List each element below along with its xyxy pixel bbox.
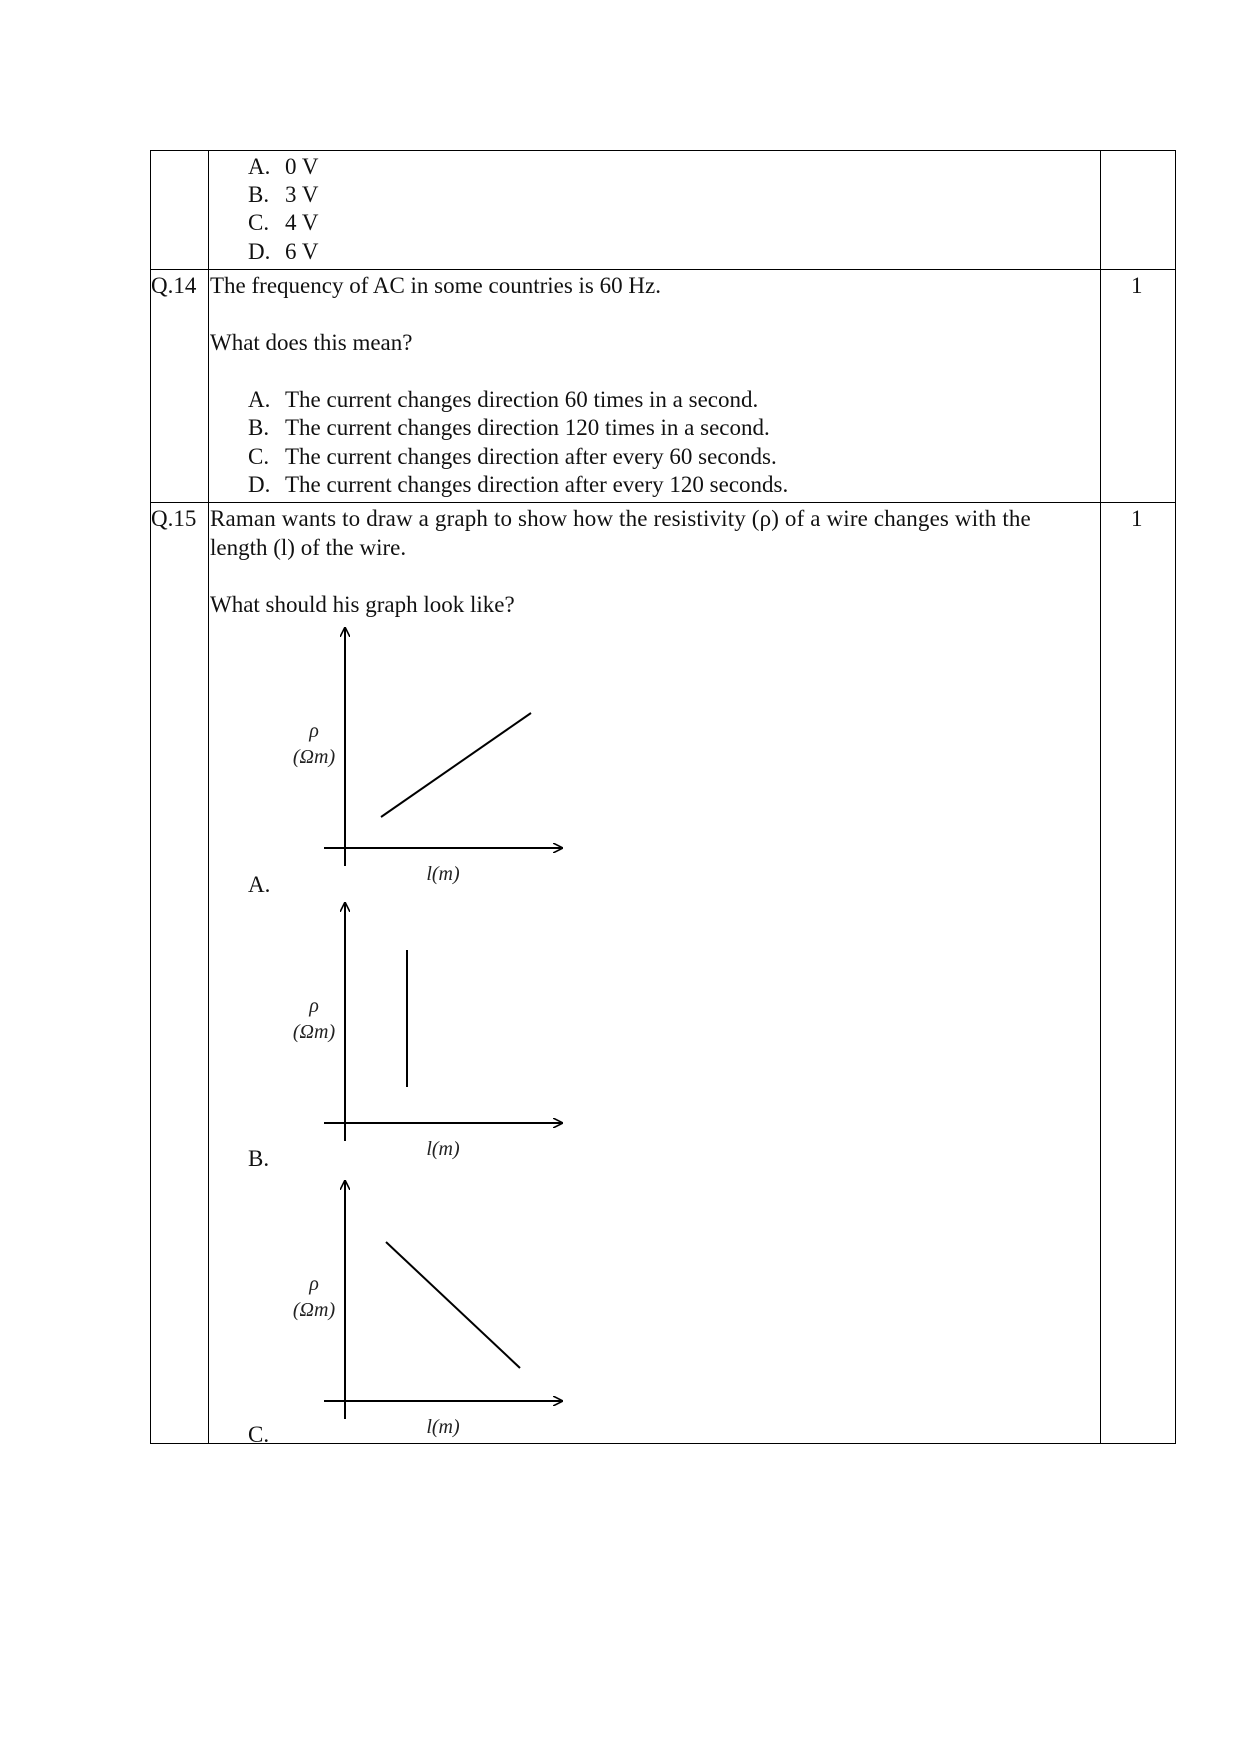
option-letter: D. [248, 239, 271, 264]
table-right-border [1175, 150, 1176, 1444]
table-bottom-border [150, 1443, 1176, 1444]
q15-prompt: What should his graph look like? [210, 592, 515, 617]
y-axis-symbol: ρ [309, 995, 319, 1017]
option-text: 0 V [285, 154, 319, 179]
trend-line-decreasing [386, 1242, 520, 1368]
graph-option-c [280, 1173, 580, 1438]
option-text: The current changes direction 60 times in a second. [285, 387, 759, 412]
graph-option-a [280, 620, 580, 885]
question-number-q15: Q.15 [151, 506, 197, 531]
option-letter: C. [248, 444, 270, 469]
y-axis-unit: (Ωm) [292, 746, 336, 768]
row-divider-q15 [150, 502, 1176, 503]
graph-option-letter-b: B. [248, 1146, 270, 1171]
trend-line-increasing [381, 713, 531, 817]
number-column-divider [208, 150, 209, 1444]
table-left-border [150, 150, 151, 1444]
option-letter: A. [248, 154, 271, 179]
option-text: The current changes direction after every 120 seconds. [285, 472, 789, 497]
y-axis-unit: (Ωm) [292, 1021, 336, 1043]
x-axis-label: l(m) [426, 863, 460, 885]
graph-option-letter-c: C. [248, 1422, 270, 1447]
q14-marks: 1 [1131, 273, 1143, 298]
y-axis-unit: (Ωm) [292, 1299, 336, 1321]
y-axis-symbol: ρ [309, 1273, 319, 1295]
table-top-border [150, 150, 1176, 151]
graph-option-letter-a: A. [248, 872, 271, 897]
option-letter: B. [248, 182, 270, 207]
row-divider-q14 [150, 269, 1176, 270]
option-letter: B. [248, 415, 270, 440]
option-letter: A. [248, 387, 271, 412]
q15-stem-line2: length (l) of the wire. [210, 535, 407, 560]
option-text: 4 V [285, 210, 319, 235]
q14-prompt: What does this mean? [210, 330, 413, 355]
option-letter: C. [248, 210, 270, 235]
option-text: 6 V [285, 239, 319, 264]
marks-column-divider [1100, 150, 1101, 1444]
option-text: 3 V [285, 182, 319, 207]
x-axis-label: l(m) [426, 1138, 460, 1160]
q15-marks: 1 [1131, 506, 1143, 531]
y-axis-symbol: ρ [309, 720, 319, 742]
question-number-q14: Q.14 [151, 273, 197, 298]
x-axis-label: l(m) [426, 1416, 460, 1438]
option-text: The current changes direction after every 60 seconds. [285, 444, 777, 469]
graph-option-b [280, 895, 580, 1160]
q14-stem: The frequency of AC in some countries is 60 Hz. [210, 273, 661, 298]
option-letter: D. [248, 472, 271, 497]
option-text: The current changes direction 120 times in a second. [285, 415, 770, 440]
q15-stem-line1: Raman wants to draw a graph to show how the resistivity (ρ) of a wire changes with the [210, 506, 1031, 531]
